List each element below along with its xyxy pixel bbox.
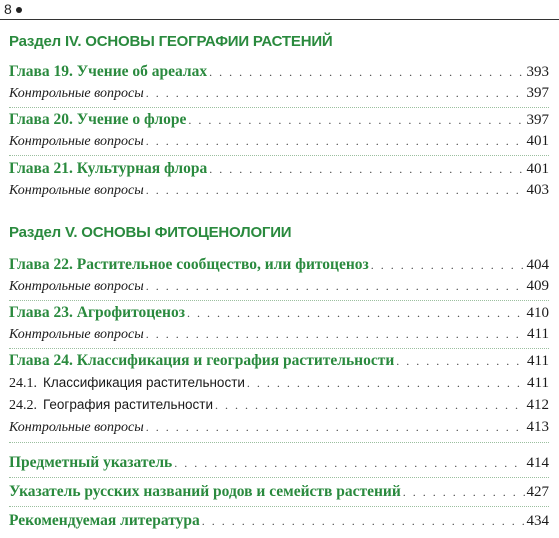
toc-entry-page: 404 — [526, 257, 549, 273]
toc-entry-title: Глава 21. Культурная флора — [9, 160, 208, 177]
toc-entry-page: 434 — [526, 513, 549, 529]
dot-leader — [209, 65, 524, 80]
toc-entry-page: 411 — [527, 353, 549, 369]
toc-entry-questions-20[interactable] — [9, 133, 549, 153]
entry-separator — [9, 155, 549, 157]
dot-leader — [215, 398, 524, 413]
entry-separator — [9, 442, 549, 444]
entry-separator — [9, 300, 549, 302]
toc-entry-page: 414 — [526, 455, 549, 471]
page-header — [4, 0, 22, 18]
dot-leader — [146, 86, 525, 101]
toc-entry-title: Контрольные вопросы — [9, 86, 144, 101]
toc-entry-subject-index[interactable] — [9, 454, 549, 474]
toc-entry-chapter-24[interactable] — [9, 352, 549, 372]
toc-entry-number: 24.1. — [9, 376, 37, 391]
toc-entry-title: Рекомендуемая литература — [9, 512, 200, 529]
toc-entry-page: 411 — [527, 375, 549, 391]
toc-entry-page: 403 — [526, 182, 549, 198]
toc-entry-title: География растительности — [43, 397, 214, 412]
entry-separator — [9, 477, 549, 479]
toc-entry-chapter-19[interactable] — [9, 63, 549, 83]
toc-entry-page: 410 — [526, 305, 549, 321]
dot-leader — [247, 376, 525, 391]
toc-entry-title: Контрольные вопросы — [9, 279, 144, 294]
toc-entry-title: Глава 24. Классификация и география растительности — [9, 352, 395, 369]
dot-leader — [146, 327, 525, 342]
toc-entry-page: 397 — [526, 112, 549, 128]
dot-leader — [146, 279, 525, 294]
dot-leader — [396, 354, 525, 369]
toc-entry-chapter-21[interactable] — [9, 160, 549, 180]
bullet-icon — [16, 7, 22, 13]
dot-leader — [187, 306, 525, 321]
toc-entry-questions-19[interactable] — [9, 85, 549, 105]
toc-entry-chapter-20[interactable] — [9, 111, 549, 131]
toc-entry-questions-24[interactable] — [9, 419, 549, 439]
dot-leader — [146, 420, 525, 435]
toc-entry-page: 401 — [526, 133, 549, 149]
toc-entry-title: Контрольные вопросы — [9, 183, 144, 198]
toc-entry-literature[interactable] — [9, 512, 549, 532]
toc-entry-title: Глава 22. Растительное сообщество, или фитоценоз — [9, 256, 369, 273]
dot-leader — [146, 134, 525, 149]
entry-separator — [9, 506, 549, 508]
toc-entry-page: 412 — [526, 397, 549, 413]
toc-entry-title-wrap — [9, 375, 245, 392]
dot-leader — [174, 456, 524, 471]
header-rule — [0, 19, 559, 20]
section-heading-iv: Раздел IV. ОСНОВЫ ГЕОГРАФИИ РАСТЕНИЙ — [9, 33, 333, 50]
toc-entry-chapter-23[interactable] — [9, 304, 549, 324]
dot-leader — [209, 162, 524, 177]
toc-entry-page: 427 — [526, 484, 549, 500]
entry-separator — [9, 348, 549, 350]
toc-entry-names-index[interactable] — [9, 483, 549, 503]
toc-entry-title: Указатель русских названий родов и семейств растений — [9, 483, 401, 500]
toc-entry-title-wrap — [9, 397, 213, 414]
toc-entry-questions-23[interactable] — [9, 326, 549, 346]
toc-entry-page: 411 — [527, 326, 549, 342]
section-heading-v: Раздел V. ОСНОВЫ ФИТОЦЕНОЛОГИИ — [9, 224, 292, 241]
toc-entry-questions-22[interactable] — [9, 278, 549, 298]
toc-entry-title: Классификация растительности — [43, 375, 245, 390]
toc-entry-page: 397 — [526, 85, 549, 101]
toc-entry-title: Контрольные вопросы — [9, 420, 144, 435]
toc-entry-title: Глава 23. Агрофитоценоз — [9, 304, 185, 321]
toc-entry-page: 413 — [526, 419, 549, 435]
dot-leader — [146, 183, 525, 198]
toc-entry-title: Контрольные вопросы — [9, 134, 144, 149]
entry-separator — [9, 107, 549, 109]
toc-entry-page: 409 — [526, 278, 549, 294]
dot-leader — [188, 113, 524, 128]
dot-leader — [403, 485, 525, 500]
toc-entry-section-24-2[interactable] — [9, 397, 549, 417]
toc-entry-number: 24.2. — [9, 398, 37, 413]
toc-entry-section-24-1[interactable] — [9, 375, 549, 395]
toc-entry-title: Глава 19. Учение об ареалах — [9, 63, 208, 80]
toc-entry-title: Предметный указатель — [9, 454, 173, 471]
toc-entry-title: Контрольные вопросы — [9, 327, 144, 342]
toc-entry-title: Глава 20. Учение о флоре — [9, 111, 187, 128]
dot-leader — [202, 514, 525, 529]
dot-leader — [371, 258, 525, 273]
toc-entry-questions-21[interactable] — [9, 182, 549, 202]
page-number: 8 — [4, 1, 12, 17]
toc-entry-chapter-22[interactable] — [9, 256, 549, 276]
toc-entry-page: 393 — [526, 64, 549, 80]
toc-entry-page: 401 — [526, 161, 549, 177]
